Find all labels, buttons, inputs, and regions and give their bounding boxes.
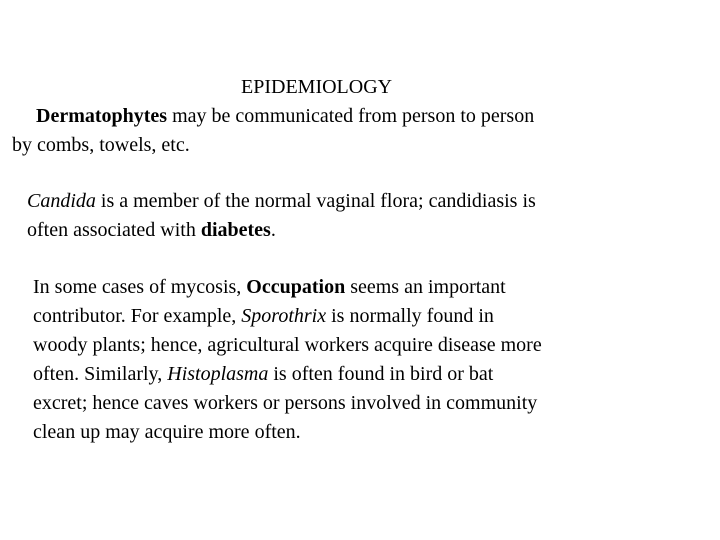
term-occupation: Occupation xyxy=(246,276,346,298)
paragraph-occupation xyxy=(33,273,673,447)
paragraph3-line2-rest: is normally found in xyxy=(326,305,494,327)
paragraph3-line3: woody plants; hence, agricultural workers acquire disease more xyxy=(33,334,542,356)
paragraph-dermatophytes xyxy=(12,102,652,160)
term-sporothrix: Sporothrix xyxy=(241,305,327,327)
paragraph1-line2-text: by combs, towels, etc. xyxy=(12,134,190,156)
paragraph2-line1-text: is a member of the normal vaginal flora; candidiasis is xyxy=(95,190,536,212)
paragraph3-line4-rest: is often found in bird or bat xyxy=(268,363,494,385)
term-histoplasma: Histoplasma xyxy=(167,363,269,385)
paragraph2-line2-end: . xyxy=(270,219,276,241)
paragraph3-line5: excret; hence caves workers or persons involved in community xyxy=(33,392,538,414)
paragraph3-line6: clean up may acquire more often. xyxy=(33,421,301,443)
paragraph2-line2-start: often associated with xyxy=(27,219,201,241)
paragraph3-line4-start: often. Similarly, xyxy=(33,363,168,385)
paragraph3-line2-start: contributor. For example, xyxy=(33,305,242,327)
term-candida: Candida xyxy=(27,190,96,212)
paragraph1-line1-text: may be communicated from person to person xyxy=(167,105,535,127)
paragraph3-line1-start: In some cases of mycosis, xyxy=(33,276,247,298)
paragraph3-line1-rest: seems an important xyxy=(345,276,506,298)
term-dermatophytes: Dermatophytes xyxy=(36,105,168,127)
paragraph-candida xyxy=(27,187,667,245)
term-diabetes: diabetes xyxy=(200,219,271,241)
slide-title: EPIDEMIOLOGY xyxy=(241,76,393,98)
